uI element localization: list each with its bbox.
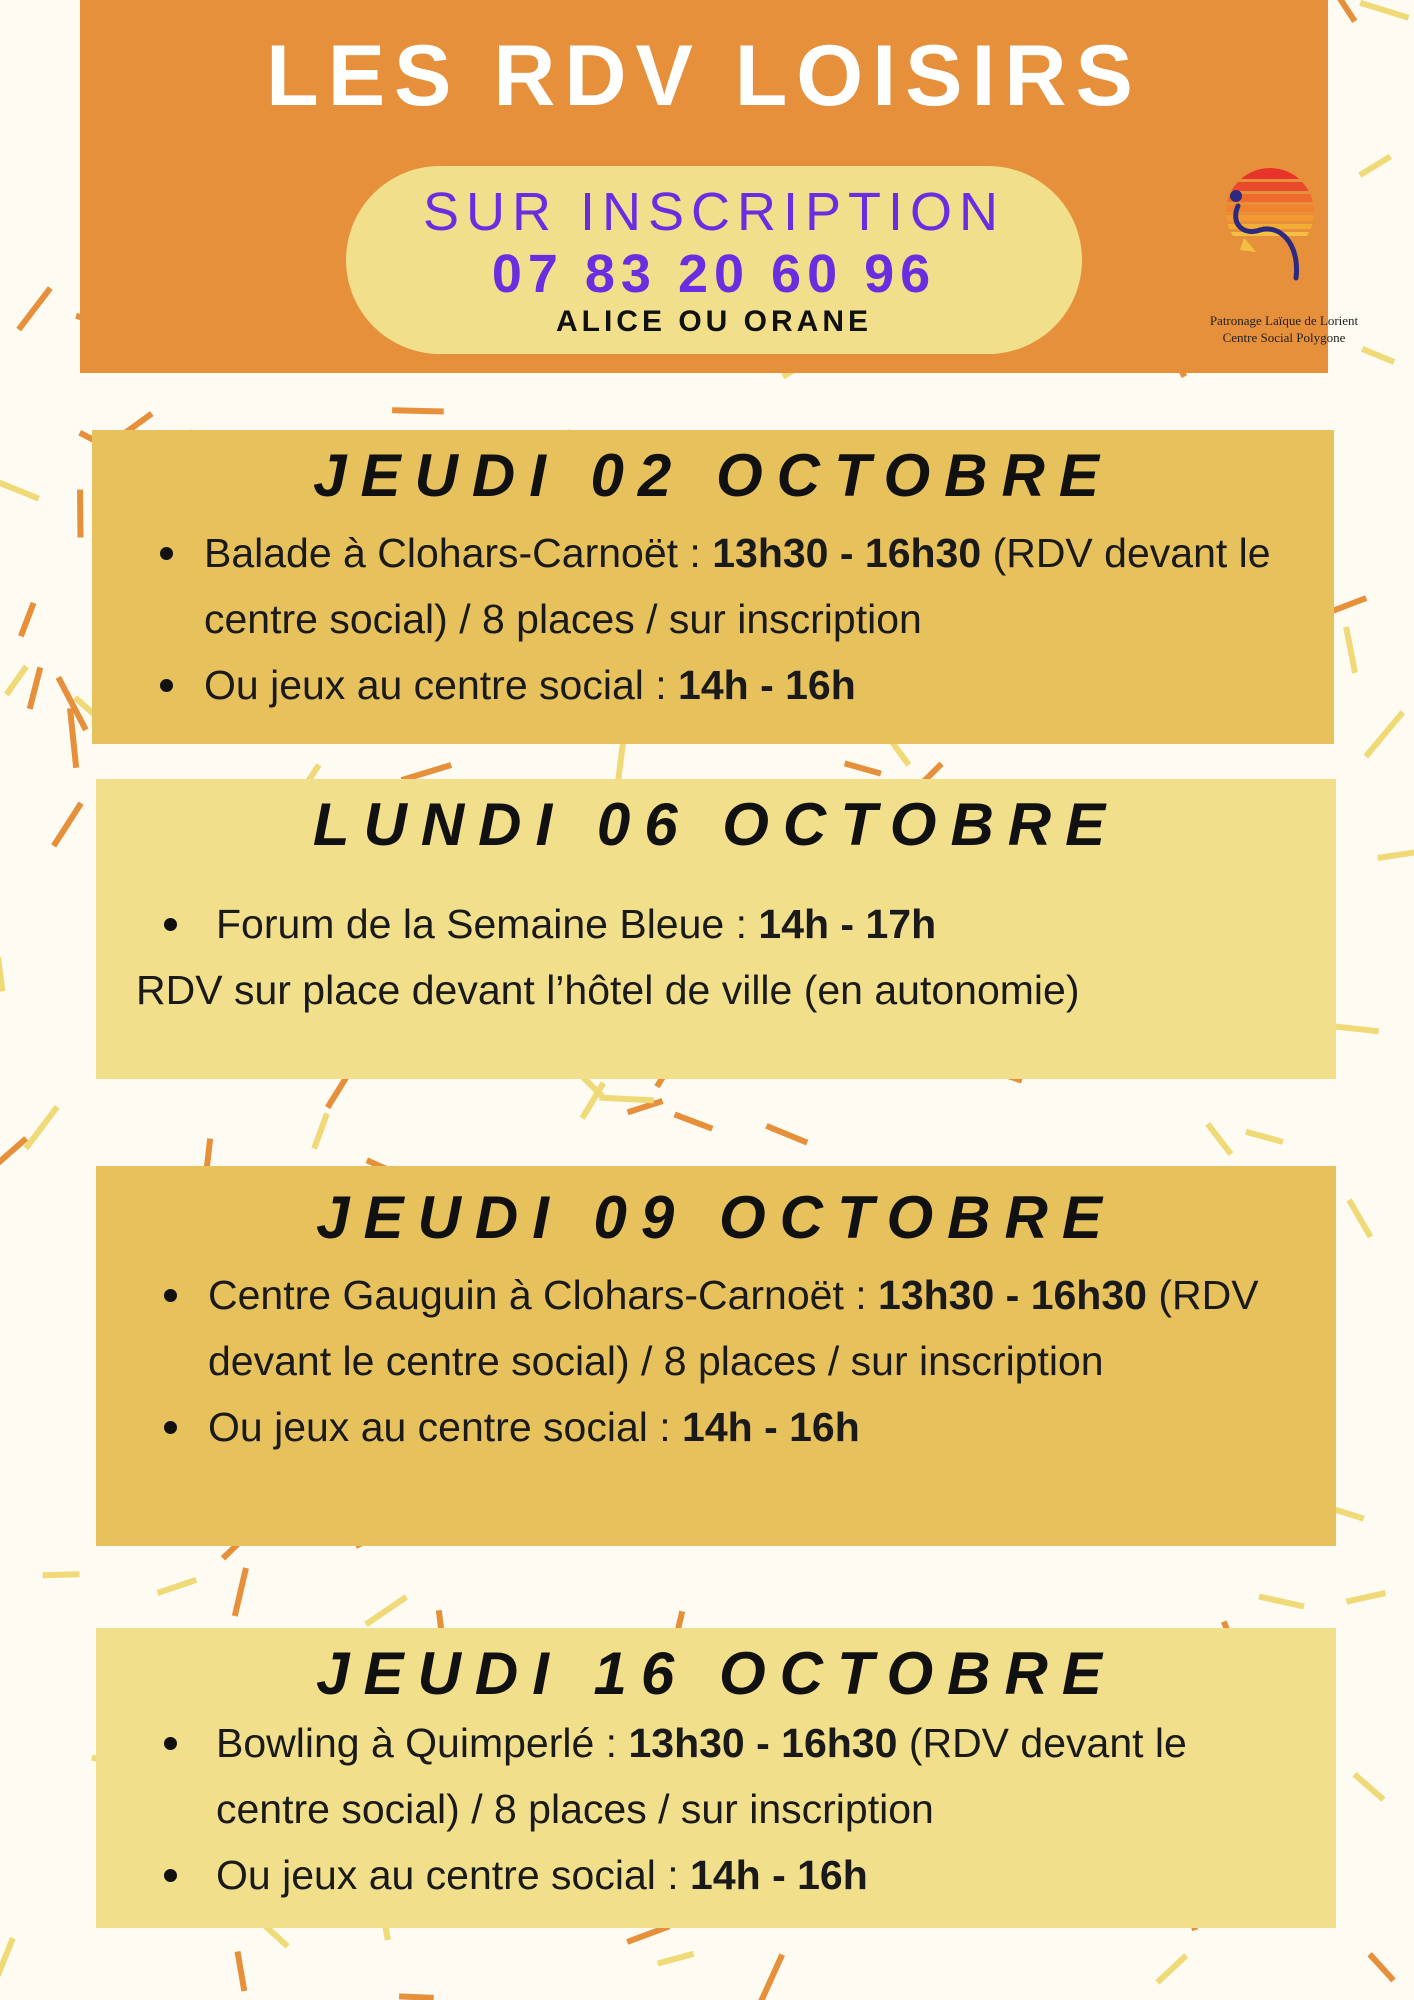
confetti-stroke: [1349, 1200, 1370, 1237]
confetti-stroke: [158, 1580, 197, 1593]
phone-number[interactable]: 07 83 20 60 96: [491, 244, 937, 304]
confetti-stroke: [238, 1952, 245, 1992]
confetti-stroke: [6, 666, 26, 694]
confetti-stroke: [314, 1114, 327, 1149]
event-card: [92, 430, 1334, 744]
event-card: [96, 1628, 1336, 1928]
confetti-stroke: [1360, 157, 1391, 176]
list-item: Bowling à Quimperlé : 13h30 - 16h30 (RDV devant le centre social) / 8 places / sur inscription: [96, 1710, 1336, 1842]
confetti-stroke: [1370, 1954, 1394, 1980]
confetti-stroke: [70, 708, 76, 768]
event-list: [96, 1710, 1336, 1908]
event-date: JEUDI 16 OCTOBRE: [316, 1640, 1116, 1707]
confetti-stroke: [675, 1114, 713, 1128]
confetti-stroke: [43, 1574, 80, 1575]
confetti-stroke: [54, 803, 81, 846]
confetti-stroke: [21, 603, 34, 636]
confetti-stroke: [366, 1597, 406, 1624]
page-title: LES RDV LOISIRS: [266, 28, 1142, 124]
logo-caption: Patronage Laïque de Lorient Centre Social Polygone: [1209, 313, 1359, 345]
list-item: Forum de la Semaine Bleue : 14h - 17h: [96, 891, 1336, 957]
event-list: [96, 891, 1336, 957]
confetti-stroke: [0, 1138, 26, 1171]
confetti-stroke: [1360, 3, 1408, 18]
list-item: Balade à Clohars-Carnoët : 13h30 - 16h30 (RDV devant le centre social) / 8 places / sur inscription: [92, 520, 1334, 652]
confetti-stroke: [0, 483, 39, 499]
event-card: [96, 779, 1336, 1079]
sunset-figure-logo-icon: [1210, 166, 1330, 286]
confetti-stroke: [1208, 1124, 1231, 1154]
confetti-stroke: [19, 288, 51, 330]
confetti-stroke: [1378, 851, 1414, 858]
event-list: [92, 520, 1334, 718]
confetti-stroke: [766, 1126, 807, 1143]
confetti-stroke: [759, 1955, 782, 2000]
confetti-stroke: [1259, 1597, 1304, 1607]
event-date: JEUDI 02 OCTOBRE: [313, 442, 1113, 509]
event-date: LUNDI 06 OCTOBRE: [312, 791, 1120, 858]
confetti-stroke: [658, 1954, 694, 1964]
confetti-stroke: [845, 763, 881, 773]
event-list: [96, 1262, 1336, 1460]
list-item: Ou jeux au centre social : 14h - 16h: [96, 1394, 1336, 1460]
event-date: JEUDI 09 OCTOBRE: [316, 1184, 1116, 1251]
confetti-stroke: [30, 667, 41, 709]
confetti-stroke: [1246, 1132, 1283, 1142]
confetti-stroke: [1335, 1027, 1379, 1032]
registration-label: SUR INSCRIPTION: [422, 182, 1006, 242]
confetti-stroke: [1157, 1956, 1186, 1983]
confetti-stroke: [627, 1926, 669, 1942]
event-card: [96, 1166, 1336, 1546]
confetti-stroke: [1366, 712, 1403, 756]
confetti-stroke: [1332, 0, 1355, 21]
confetti-stroke: [1362, 349, 1394, 362]
confetti-stroke: [1346, 627, 1355, 673]
confetti-stroke: [26, 1107, 57, 1149]
confetti-stroke: [0, 1938, 13, 1976]
list-item: Centre Gauguin à Clohars-Carnoët : 13h30 - 16h30 (RDV devant le centre social) / 8 places / sur inscription: [96, 1262, 1336, 1394]
confetti-stroke: [80, 490, 81, 538]
confetti-stroke: [392, 410, 444, 411]
list-item: Ou jeux au centre social : 14h - 16h: [92, 652, 1334, 718]
confetti-stroke: [1354, 1774, 1383, 1799]
registration-pill: [346, 166, 1082, 354]
confetti-stroke: [0, 958, 2, 992]
confetti-stroke: [599, 1098, 653, 1101]
confetti-stroke: [402, 765, 452, 780]
confetti-stroke: [399, 1996, 434, 1998]
list-item: Ou jeux au centre social : 14h - 16h: [96, 1842, 1336, 1908]
confetti-stroke: [1346, 1593, 1385, 1602]
header-banner: [80, 0, 1359, 373]
contact-names: ALICE OU ORANE: [555, 305, 872, 338]
confetti-stroke: [235, 1568, 246, 1616]
event-note: RDV sur place devant l’hôtel de ville (en autonomie): [136, 967, 1080, 1013]
